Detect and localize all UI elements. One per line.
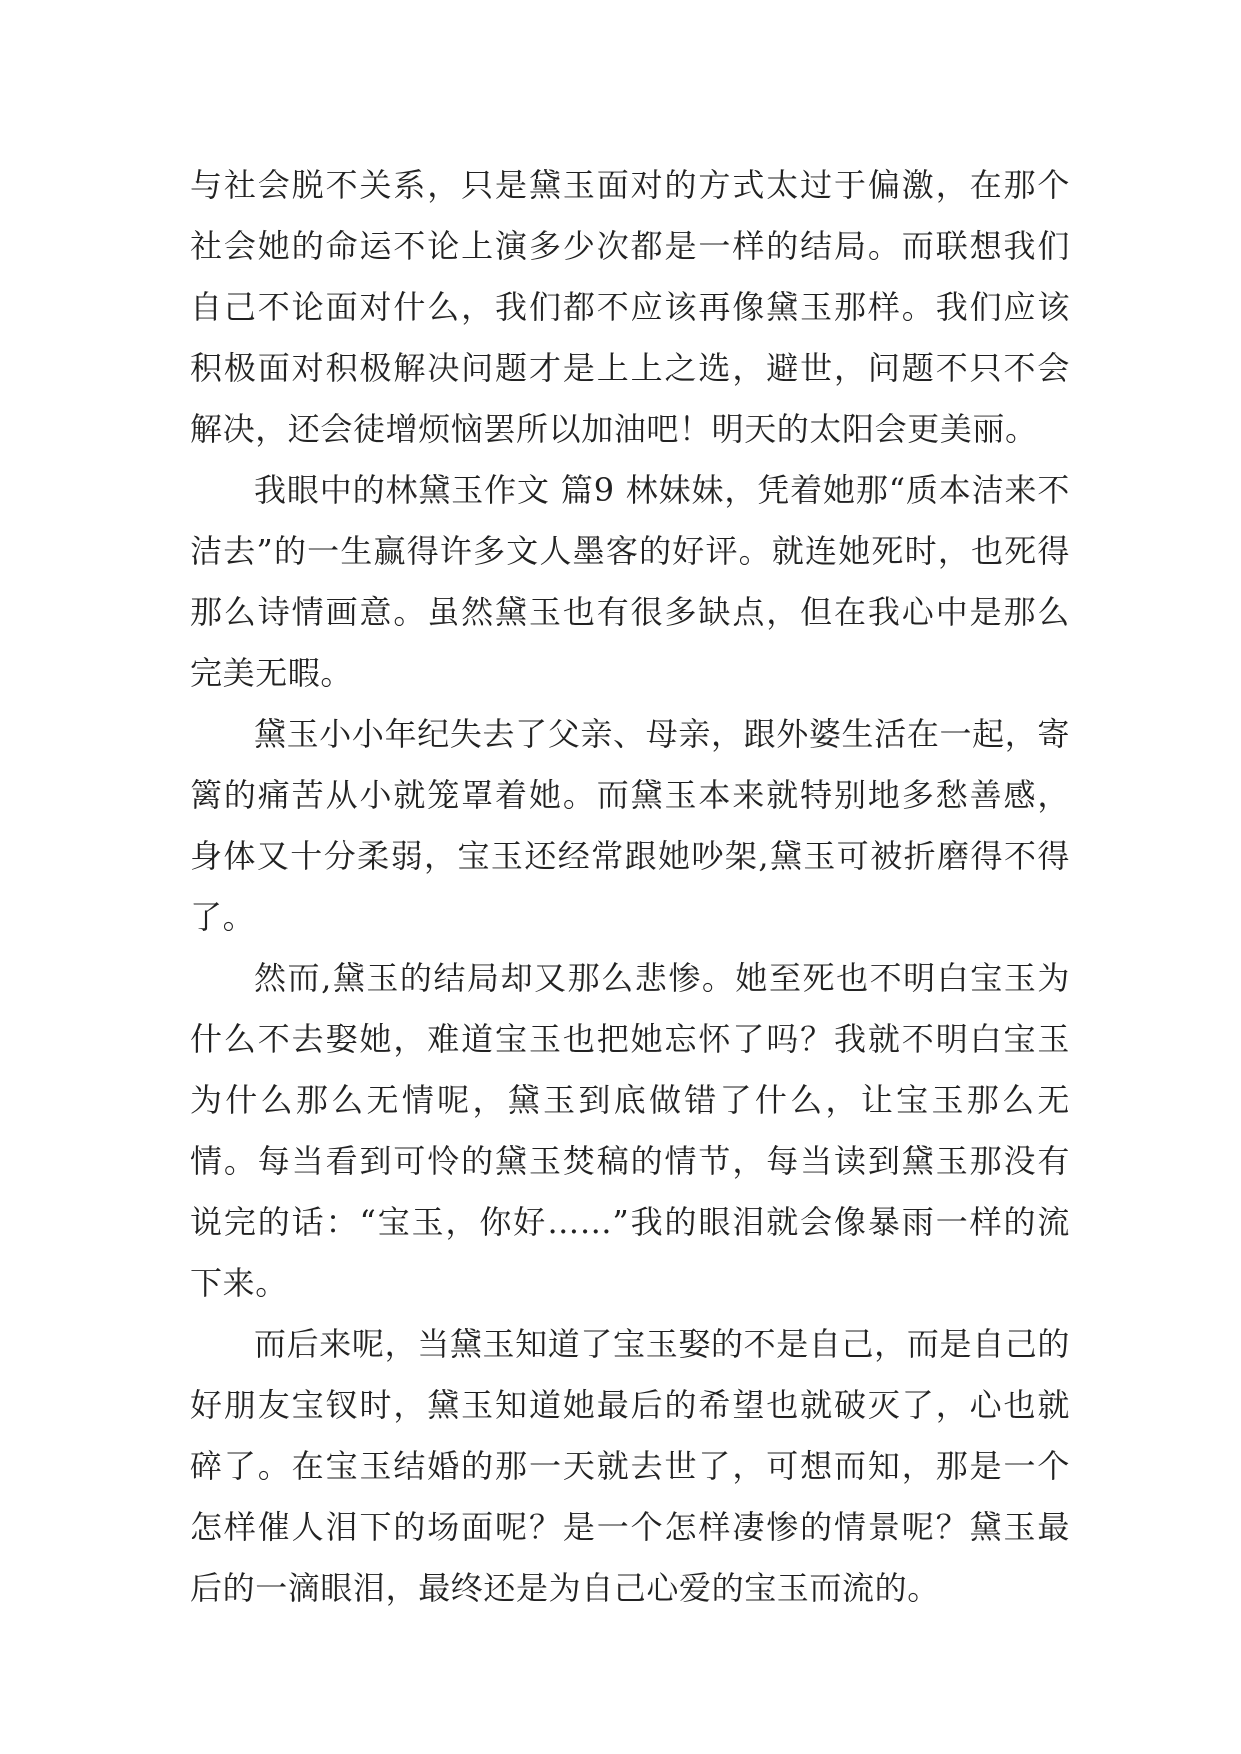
paragraph-3: 黛玉小小年纪失去了父亲、母亲，跟外婆生活在一起，寄篱的痛苦从小就笼罩着她。而黛玉本来就特别地多愁善感，身体又十分柔弱，宝玉还经常跟她吵架,黛玉可被折磨得不得了。 <box>190 715 1070 936</box>
paragraph-1: 与社会脱不关系，只是黛玉面对的方式太过于偏激，在那个社会她的命运不论上演多少次都是一样的结局。而联想我们自己不论面对什么，我们都不应该再像黛玉那样。我们应该积极面对积极解决问题才是上上之选，避世，问题不只不会解决，还会徒增烦恼罢所以加油吧！明天的太阳会更美丽。 <box>190 166 1070 448</box>
paragraph-5: 而后来呢，当黛玉知道了宝玉娶的不是自己，而是自己的好朋友宝钗时，黛玉知道她最后的希望也就破灭了，心也就碎了。在宝玉结婚的那一天就去世了，可想而知，那是一个怎样催人泪下的场面呢？是一个怎样凄惨的情景呢？黛玉最后的一滴眼泪，最终还是为自己心爱的宝玉而流的。 <box>190 1325 1070 1607</box>
paragraph-2: 我眼中的林黛玉作文 篇9 林妹妹，凭着她那“质本洁来不洁去”的一生赢得许多文人墨客的好评。就连她死时，也死得那么诗情画意。虽然黛玉也有很多缺点，但在我心中是那么完美无暇。 <box>190 471 1070 692</box>
paragraph-4: 然而,黛玉的结局却又那么悲惨。她至死也不明白宝玉为什么不去娶她，难道宝玉也把她忘怀了吗？我就不明白宝玉为什么那么无情呢，黛玉到底做错了什么，让宝玉那么无情。每当看到可怜的黛玉焚稿的情节，每当读到黛玉那没有说完的话：“宝玉，你好……”我的眼泪就会像暴雨一样的流下来。 <box>190 959 1070 1302</box>
document-body <box>190 155 1070 1619</box>
